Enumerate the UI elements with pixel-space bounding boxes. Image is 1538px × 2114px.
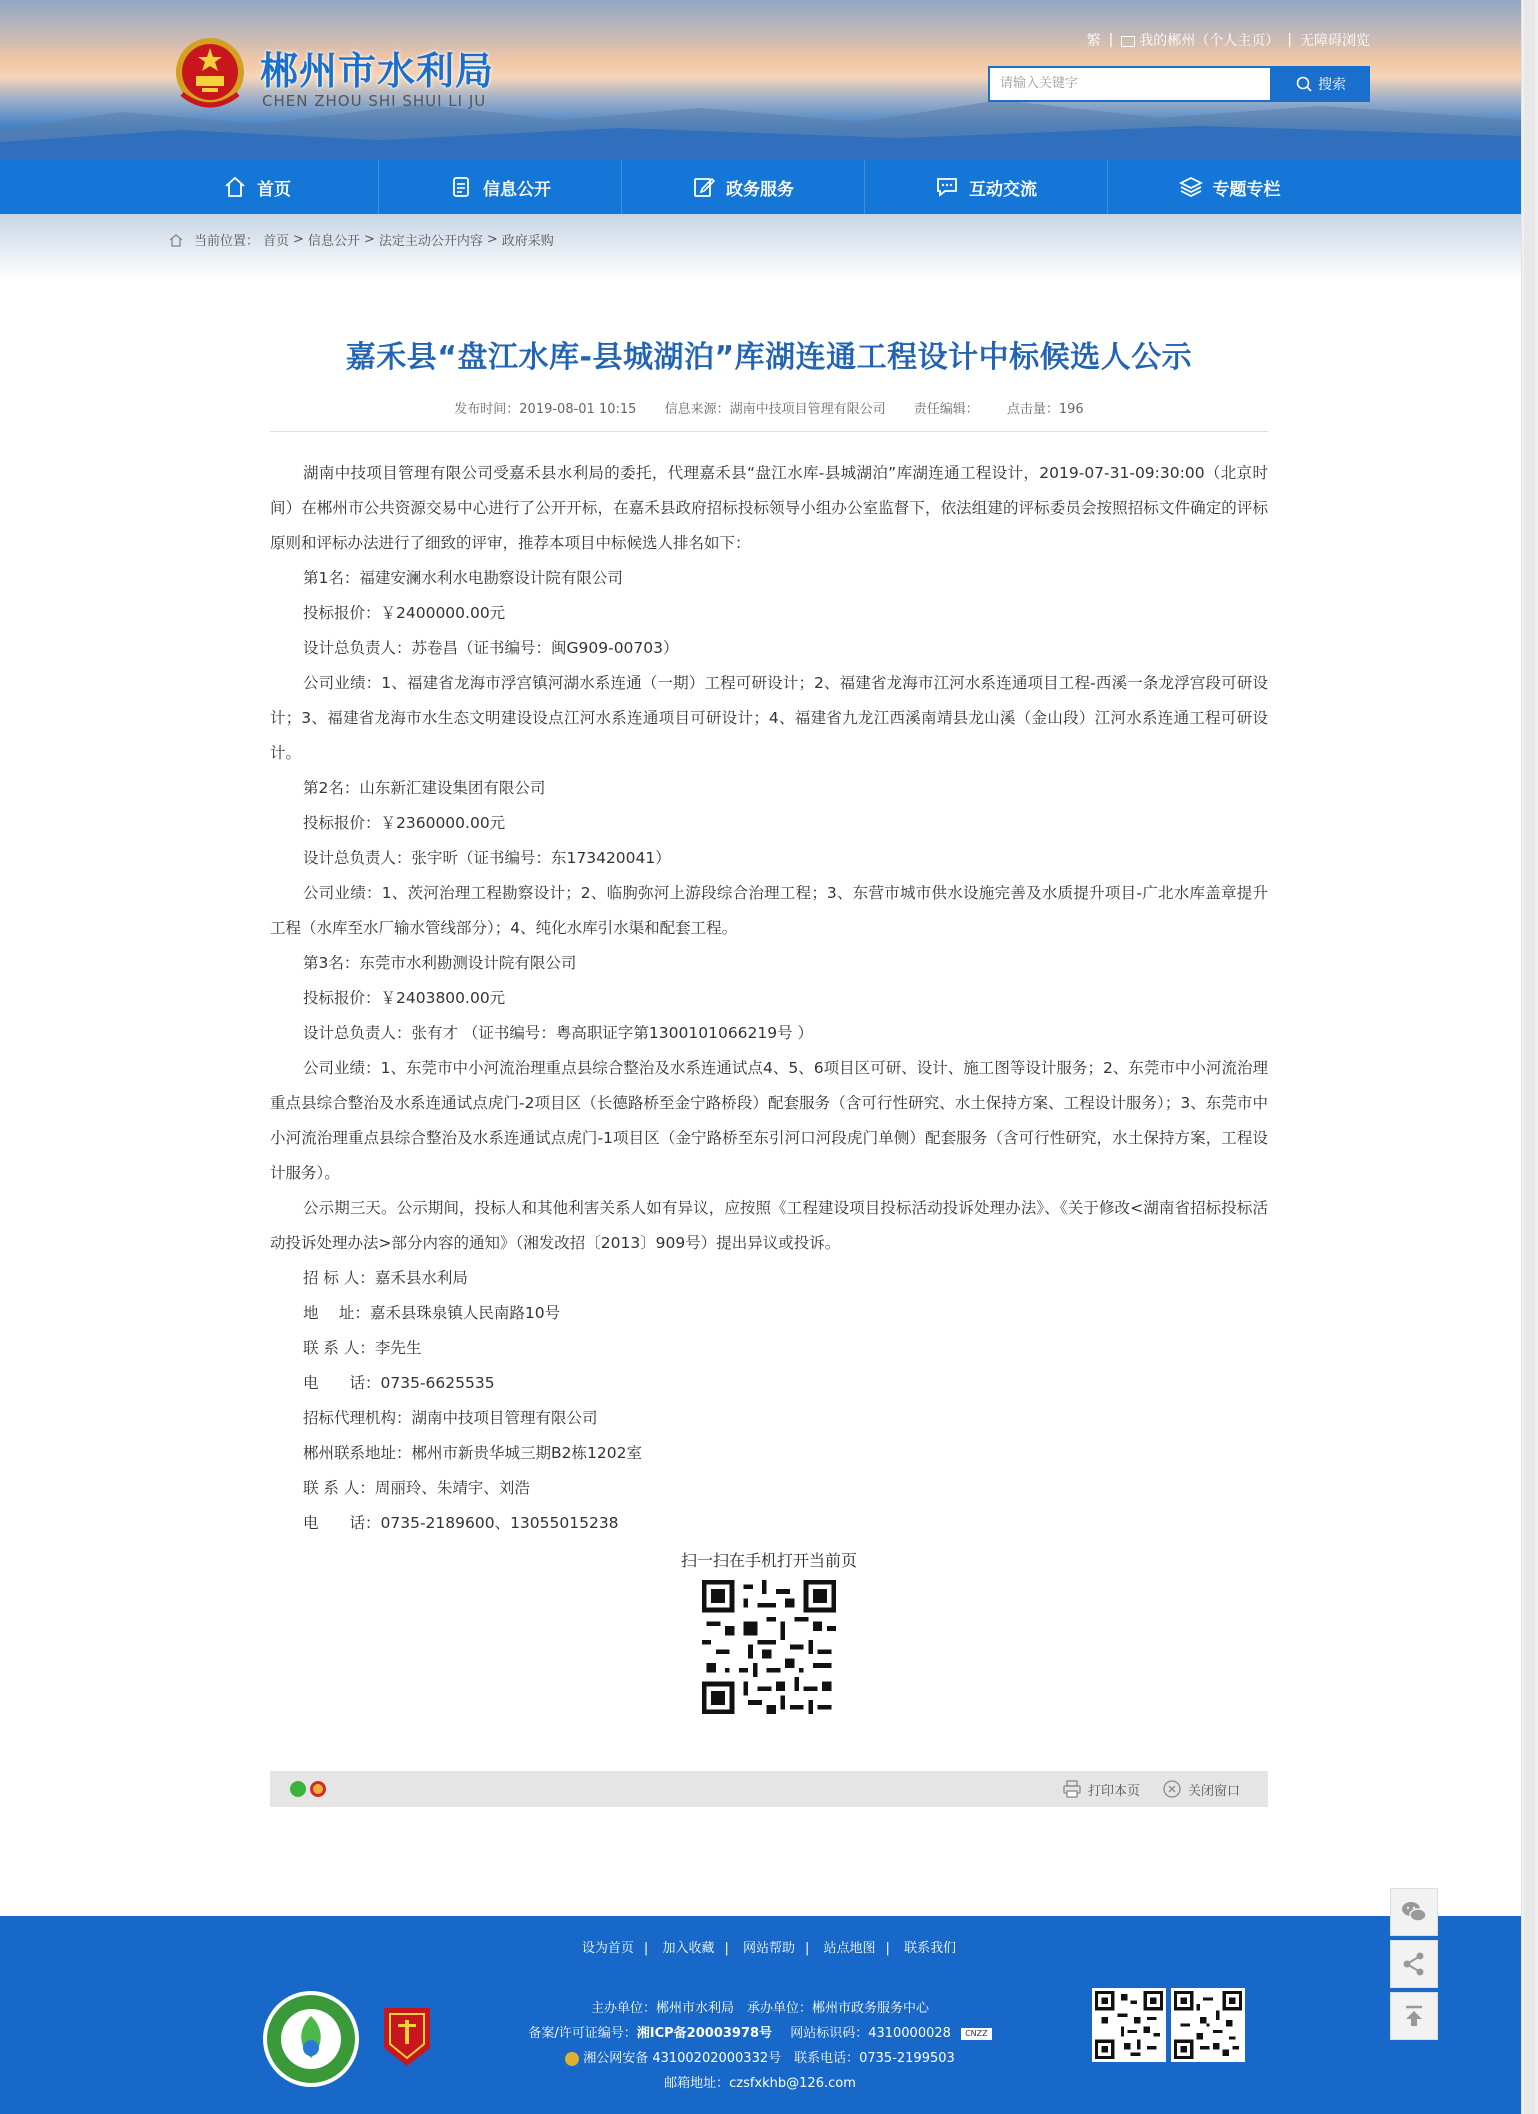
site-id: 网站标识码：4310000028 [790, 2026, 951, 2041]
printer-icon [1062, 1779, 1082, 1799]
paragraph: 湖南中技项目管理有限公司受嘉禾县水利局的委托，代理嘉禾县“盘江水库-县城湖泊”库湖连通工程设计，2019-07-31-09:30:00（北京时间）在郴州市公共资源交易中心进行了公开开标，在嘉禾县政府招标投标领导小组办公室监督下，依法组建的评标委员会按照招标文件确定的评标原则和评标办法进行了细致的评审，推荐本项目中标候选人排名如下： [270, 464, 1268, 552]
wechat-share-icon[interactable] [290, 1781, 306, 1797]
info-source: 信息来源：湖南中技项目管理有限公司 [664, 402, 886, 417]
footer-email: 邮箱地址：czsfxkhb@126.com [664, 2076, 856, 2091]
breadcrumb-item-legal[interactable]: 法定主动公开内容 [378, 234, 483, 249]
main-nav [0, 160, 1521, 214]
nav-item-interaction[interactable] [865, 160, 1108, 214]
nav-item-info-disclosure[interactable] [379, 160, 622, 214]
paragraph: 电 话：0735-2189600、13055015238 [303, 1514, 619, 1532]
footer-sponsor: 主办单位：郴州市水利局 承办单位：郴州市政务服务中心 [590, 2001, 929, 2016]
paragraph: 公司业绩：1、东莞市中小河流治理重点县综合整治及水系连通试点4、5、6项目区可研、设计、施工图等设计服务；2、东莞市中小河流治理重点县综合整治及水系连通试点虎门-2项目区（长德路桥至金宁路桥段）配套服务（含可行性研究、水土保持方案、工程设计服务）；3、东莞市中小河流治理重点县综合整治及水系连通试点虎门-1项目区（金宁路桥至东引河口河段虎门单侧）配套服务（含可行性研究，水土保持方案，工程设计服务）。 [270, 1059, 1268, 1182]
main-nav-items [136, 160, 1376, 214]
print-button[interactable] [1062, 1771, 1140, 1807]
home-outline-icon [168, 232, 184, 248]
float-share-button[interactable] [1390, 1940, 1438, 1988]
article-meta [270, 398, 1268, 417]
nav-label: 互动交流 [969, 179, 1037, 200]
traditional-chinese-link[interactable]: 繁 [1086, 33, 1101, 49]
nav-item-special-topics[interactable] [1108, 160, 1351, 214]
paragraph: 第1名：福建安澜水利水电勘察设计院有限公司 [303, 569, 623, 587]
paragraph: 设计总负责人：苏卷昌（证书编号：闽G909-00703） [303, 639, 679, 657]
article-title: 嘉禾县“盘江水库-县城湖泊”库湖连通工程设计中标候选人公示 [345, 340, 1193, 375]
layers-icon [1179, 175, 1203, 199]
paragraph: 投标报价：￥2360000.00元 [303, 814, 506, 832]
nav-label: 信息公开 [483, 179, 551, 200]
footer-qr-code-icon [1092, 1988, 1166, 2062]
paragraph: 投标报价：￥2403800.00元 [303, 989, 506, 1007]
nav-item-gov-services[interactable] [622, 160, 865, 214]
paragraph: 公司业绩：1、福建省龙海市浮宫镇河湖水系连通（一期）工程可研设计；2、福建省龙海市江河水系连通项目工程-西溪一条龙浮宫段可研设计；3、福建省龙海市水生态文明建设设点江河水系连通项目可研设计；4、福建省九龙江西溪南靖县龙山溪（金山段）江河水系连通工程可研设计。 [270, 674, 1268, 762]
paragraph: 联 系 人：李先生 [303, 1339, 422, 1357]
site-title[interactable]: 郴州市水利局 [260, 49, 495, 93]
footer-link-sitemap[interactable]: 站点地图 [823, 1941, 876, 1956]
close-window-button[interactable] [1162, 1771, 1240, 1807]
close-circle-icon [1162, 1779, 1182, 1799]
breadcrumb-separator: > [486, 232, 498, 247]
footer-link-separator: | [724, 1941, 729, 1956]
paragraph: 电 话：0735-6625535 [303, 1374, 495, 1392]
breadcrumb-item-home[interactable]: 首页 [263, 234, 290, 249]
paragraph: 第3名：东莞市水利勘测设计院有限公司 [303, 954, 577, 972]
chat-icon [935, 175, 959, 199]
share-toolbar [270, 1771, 1268, 1807]
search-button-label: 搜索 [1318, 77, 1346, 93]
breadcrumb-item-procurement[interactable]: 政府采购 [501, 234, 554, 249]
wechat-icon [1400, 1898, 1428, 1926]
article-body [270, 456, 1268, 1541]
paragraph: 公示期三天。公示期间，投标人和其他利害关系人如有异议，应按照《工程建设项目投标活动投诉处理办法》、《关于修改<湖南省招标投标活动投诉处理办法>部分内容的通知》（湘发改招〔2013〕909号）提出异议或投诉。 [270, 1199, 1268, 1252]
edit-icon [692, 175, 716, 199]
icp-number-link[interactable]: 湘ICP备20003978号 [636, 2026, 773, 2041]
monitor-icon [1121, 36, 1135, 47]
publish-time: 发布时间：2019-08-01 10:15 [454, 402, 637, 417]
home-icon [223, 175, 247, 199]
share-icons [290, 1781, 326, 1797]
my-city-label: 我的郴州（个人主页） [1139, 33, 1280, 49]
footer-police-row [470, 2046, 1050, 2071]
paragraph: 投标报价：￥2400000.00元 [303, 604, 506, 622]
header-banner [0, 0, 1521, 160]
paragraph: 第2名：山东新汇建设集团有限公司 [303, 779, 546, 797]
breadcrumb-prefix: 当前位置： [194, 234, 260, 249]
paragraph: 招标代理机构：湖南中技项目管理有限公司 [303, 1409, 598, 1427]
weibo-share-icon[interactable] [310, 1781, 326, 1797]
footer-link-help[interactable]: 网站帮助 [742, 1941, 795, 1956]
breadcrumb [168, 230, 554, 249]
footer-link-contact[interactable]: 联系我们 [904, 1941, 957, 1956]
float-wechat-button[interactable] [1390, 1888, 1438, 1936]
national-emblem-icon [172, 34, 248, 114]
search-button[interactable] [1272, 66, 1370, 102]
breadcrumb-separator: > [293, 232, 304, 247]
paragraph: 设计总负责人：张有才 （证书编号：粤高职证字第1300101066219号 ） [303, 1024, 814, 1042]
footer-link-separator: | [885, 1941, 890, 1956]
footer-icp-row [470, 2021, 1050, 2046]
footer-link-bookmark[interactable]: 加入收藏 [662, 1941, 715, 1956]
paragraph: 招 标 人：嘉禾县水利局 [303, 1269, 468, 1287]
close-label: 关闭窗口 [1188, 1783, 1241, 1799]
icp-prefix: 备案/许可证编号： [528, 2026, 637, 2041]
print-label: 打印本页 [1088, 1783, 1141, 1799]
nav-label: 政务服务 [726, 179, 794, 200]
paragraph: 郴州联系地址：郴州市新贵华城三期B2栋1202室 [303, 1444, 642, 1462]
toplink-separator: | [1108, 32, 1114, 48]
search-input[interactable]: 请输入关键字 [988, 66, 1272, 102]
civilization-unit-badge-icon[interactable] [262, 1990, 360, 2088]
breadcrumb-separator: > [363, 232, 375, 247]
toplink-separator: | [1287, 32, 1292, 48]
click-count: 点击量：196 [1006, 402, 1084, 417]
qr-caption: 扫一扫在手机打开当前页 [680, 1551, 857, 1570]
paragraph: 公司业绩：1、茨河治理工程勘察设计；2、临朐弥河上游段综合治理工程；3、东营市城市供水设施完善及水质提升项目-广北水库盖章提升工程（水库至水厂输水管线部分）；4、纯化水库引水渠和配套工程。 [270, 884, 1268, 937]
breadcrumb-item-info[interactable]: 信息公开 [307, 234, 360, 249]
footer-link-separator: | [643, 1941, 649, 1956]
cnzz-stat-icon[interactable]: CNZZ [961, 2028, 992, 2040]
footer-info [470, 1996, 1050, 2096]
responsible-editor: 责任编辑： [913, 402, 979, 417]
paragraph: 地 址：嘉禾县珠泉镇人民南路10号 [303, 1304, 561, 1322]
paragraph: 联 系 人：周丽玲、朱靖宇、刘浩 [303, 1479, 530, 1497]
share-icon [1400, 1950, 1428, 1978]
police-badge-icon [565, 2052, 579, 2066]
top-links [1060, 30, 1370, 50]
accessible-browsing-link[interactable]: 无障碍浏览 [1300, 33, 1370, 49]
nav-label: 专题专栏 [1212, 179, 1281, 200]
footer-links [0, 1937, 1538, 1956]
party-government-badge-icon[interactable] [380, 2004, 434, 2070]
document-icon [449, 175, 473, 199]
footer-link-set-home[interactable]: 设为首页 [581, 1941, 634, 1956]
scrollbar-thumb[interactable] [1524, 0, 1535, 2114]
my-city-link[interactable] [1121, 30, 1279, 50]
title-divider [270, 431, 1268, 432]
nav-item-home[interactable] [136, 160, 379, 214]
arrow-up-icon [1400, 2002, 1428, 2030]
qr-code-icon [702, 1580, 836, 1714]
footer-qr-code-icon [1171, 1988, 1245, 2062]
footer-link-separator: | [805, 1941, 810, 1956]
nav-label: 首页 [257, 179, 291, 200]
back-to-top-button[interactable] [1390, 1992, 1438, 2040]
police-record[interactable]: 湘公网安备 43100202000332号 联系电话：0735-2199503 [583, 2051, 955, 2066]
paragraph: 设计总负责人：张宇昕（证书编号：东173420041） [303, 849, 671, 867]
site-subtitle: CHEN ZHOU SHI SHUI LI JU [262, 92, 487, 110]
search-icon [1296, 76, 1312, 92]
